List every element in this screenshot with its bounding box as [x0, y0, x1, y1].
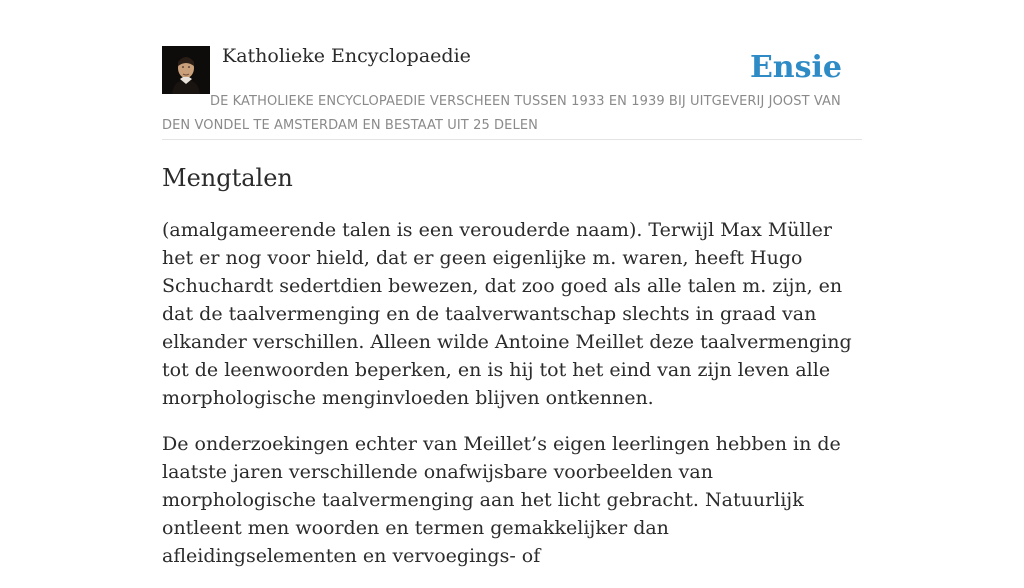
header-divider: [162, 139, 862, 140]
site-title-link[interactable]: Katholieke Encyclopaedie: [222, 45, 471, 67]
portrait-avatar-icon[interactable]: [162, 46, 210, 94]
header: [162, 0, 862, 140]
article-title: Mengtalen: [162, 164, 293, 192]
article-body: [162, 216, 864, 588]
article-paragraph: De onderzoekingen echter van Meillet’s eigen leerlingen hebben in de laatste jaren verschillende onafwijsbare voorbeelden van morphologische taalvermenging aan het licht gebracht. Natuurlijk ontleent men woorden en termen gemakkelijker dan afleidingselementen en vervoegings- of: [162, 433, 841, 567]
site-description: DE KATHOLIEKE ENCYCLOPAEDIE VERSCHEEN TUSSEN 1933 EN 1939 BIJ UITGEVERIJ JOOST VAN DEN VONDEL TE AMSTERDAM EN BESTAAT UIT 25 DELEN: [162, 94, 841, 133]
brand-logo-link[interactable]: Ensie: [749, 50, 842, 85]
article-paragraph: (amalgameerende talen is een verouderde naam). Terwijl Max Müller het er nog voor hield, dat er geen eigenlijke m. waren, heeft Hugo Schuchardt sedertdien bewezen, dat zoo goed als alle talen m. zijn, en dat de taalvermenging en de taalverwantschap slechts in graad van elkander verschillen. Alleen wilde Antoine Meillet deze taalvermenging tot de leenwoorden beperken, en is hij tot het eind van zijn leven alle morphologische menginvloeden blijven ontkennen.: [162, 219, 852, 409]
